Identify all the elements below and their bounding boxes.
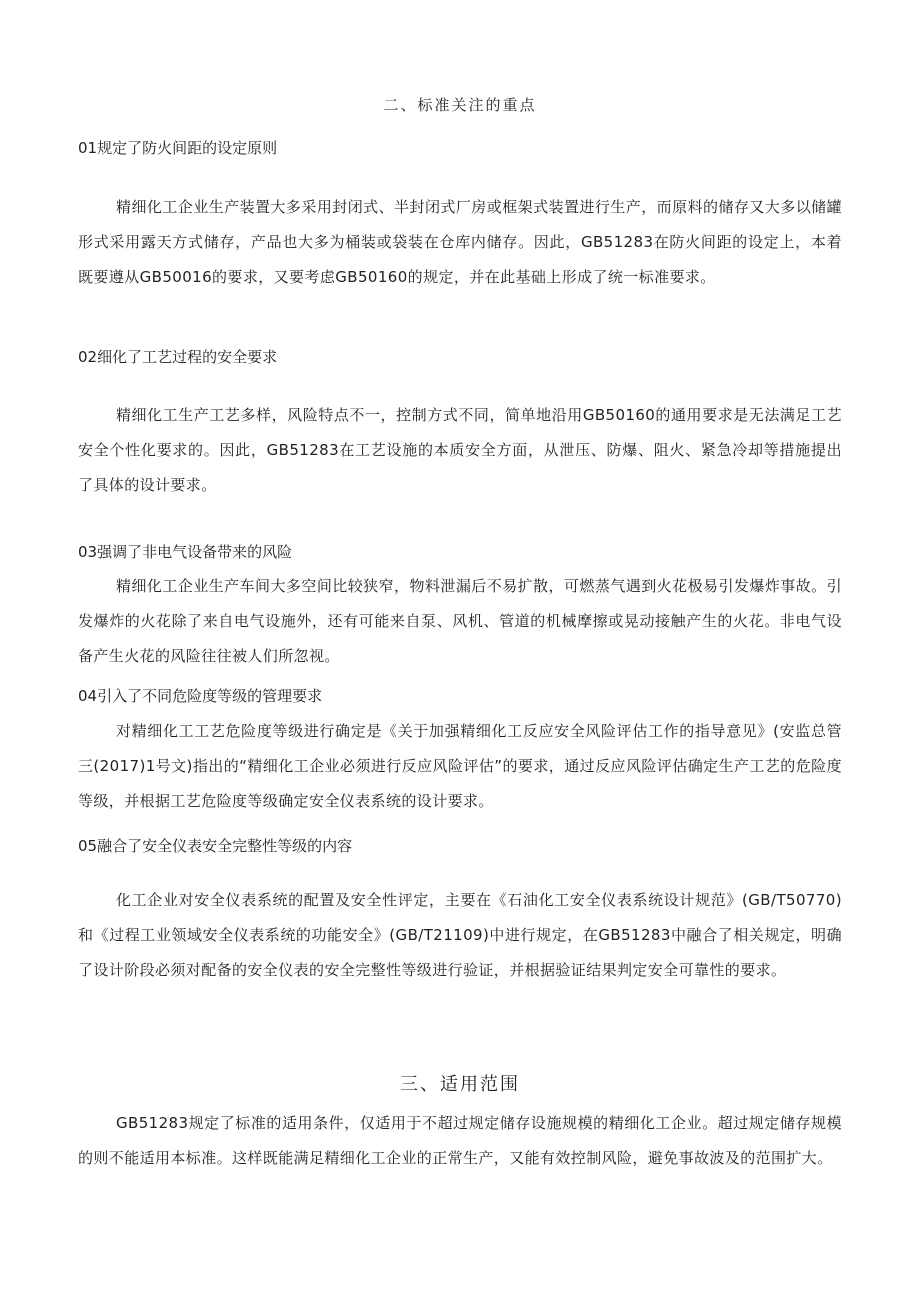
section-2-title: 二、标准关注的重点 [383,96,537,114]
item-03-paragraph: 精细化工企业生产车间大多空间比较狭窄，物料泄漏后不易扩散，可燃蒸气遇到火花极易引发爆炸事故。引发爆炸的火花除了来自电气设施外，还有可能来自泵、风机、管道的机械摩擦或晃动接触产生的火花。非电气设备产生火花的风险往往被人们所忽视。 [78,577,842,665]
item-02-paragraph: 精细化工生产工艺多样，风险特点不一，控制方式不同，简单地沿用GB50160的通用要求是无法满足工艺安全个性化要求的。因此，GB51283在工艺设施的本质安全方面，从泄压、防爆、阻火、紧急冷却等措施提出了具体的设计要求。 [78,406,842,494]
item-04-heading: 04引入了不同危险度等级的管理要求 [78,687,323,705]
item-03-heading: 03强调了非电气设备带来的风险 [78,543,293,561]
section-3-paragraph: GB51283规定了标准的适用条件，仅适用于不超过规定储存设施规模的精细化工企业。超过规定储存规模的则不能适用本标准。这样既能满足精细化工企业的正常生产，又能有效控制风险，避免事故波及的范围扩大。 [78,1114,842,1167]
item-01-heading: 01规定了防火间距的设定原则 [78,139,278,157]
item-05-paragraph: 化工企业对安全仪表系统的配置及安全性评定，主要在《石油化工安全仪表系统设计规范》(GB/T50770)和《过程工业领域安全仪表系统的功能安全》(GB/T21109)中进行规定，在GB51283中融合了相关规定，明确了设计阶段必须对配备的安全仪表的安全完整性等级进行验证，并根据验证结果判定安全可靠性的要求。 [78,891,842,979]
item-04-paragraph: 对精细化工工艺危险度等级进行确定是《关于加强精细化工反应安全风险评估工作的指导意见》(安监总管三(2017)1号文)指出的“精细化工企业必须进行反应风险评估”的要求，通过反应风险评估确定生产工艺的危险度等级，并根据工艺危险度等级确定安全仪表系统的设计要求。 [78,722,842,810]
item-02-heading: 02细化了工艺过程的安全要求 [78,348,278,366]
section-3-title: 三、适用范围 [400,1074,520,1095]
item-01-paragraph: 精细化工企业生产装置大多采用封闭式、半封闭式厂房或框架式装置进行生产，而原料的储存又大多以储罐形式采用露天方式储存，产品也大多为桶装或袋装在仓库内储存。因此，GB51283在防火间距的设定上，本着既要遵从GB50016的要求，又要考虑GB50160的规定，并在此基础上形成了统一标准要求。 [78,198,842,286]
item-05-heading: 05融合了安全仪表安全完整性等级的内容 [78,837,353,855]
